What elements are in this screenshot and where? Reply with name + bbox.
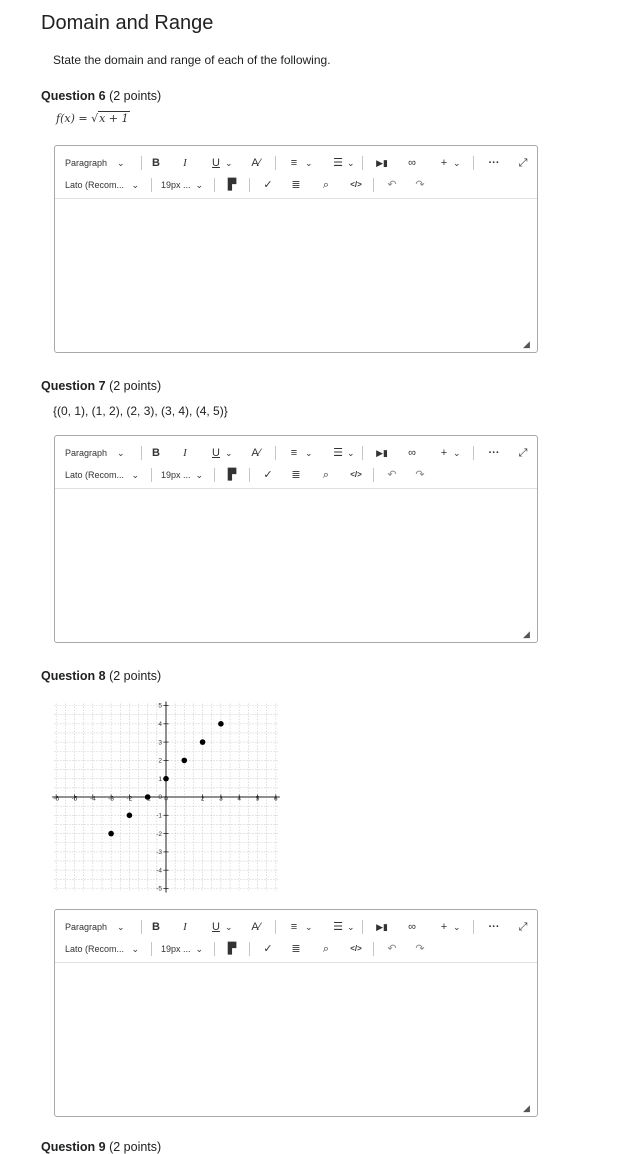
more-button[interactable]: ···: [488, 921, 500, 933]
italic-button[interactable]: I: [183, 447, 187, 459]
question-6-editor[interactable]: [54, 145, 538, 353]
align-icon[interactable]: ≡: [290, 921, 298, 933]
paragraph-select[interactable]: Paragraph ⌄: [65, 448, 125, 458]
chevron-down-icon[interactable]: ⌄: [453, 158, 461, 168]
bold-button[interactable]: B: [152, 157, 160, 169]
chevron-down-icon[interactable]: ⌄: [453, 922, 461, 932]
format-painter-icon[interactable]: ▛: [227, 179, 237, 191]
paragraph-select[interactable]: Paragraph ⌄: [65, 158, 125, 168]
equation-icon[interactable]: ≣: [291, 469, 301, 481]
source-code-icon[interactable]: </>: [350, 180, 362, 189]
insert-button[interactable]: +: [440, 447, 448, 459]
link-icon[interactable]: ∞: [408, 921, 416, 933]
link-icon[interactable]: ∞: [408, 157, 416, 169]
answer-text-area[interactable]: [65, 970, 527, 1104]
preview-icon[interactable]: ⌕: [322, 179, 330, 191]
question-6-header: [41, 89, 161, 103]
answer-text-area[interactable]: [65, 206, 527, 340]
editor-toolbar: [55, 436, 537, 489]
data-point: [127, 813, 133, 819]
redo-icon[interactable]: ↷: [415, 943, 425, 955]
data-point: [218, 721, 224, 727]
question-8-points: (2 points): [109, 669, 162, 683]
question-9-points: (2 points): [109, 1140, 162, 1154]
x-tick-label: -3: [108, 795, 114, 803]
chevron-down-icon[interactable]: ⌄: [225, 158, 233, 168]
format-painter-icon[interactable]: ▛: [227, 943, 237, 955]
y-tick-label: 3: [158, 739, 162, 747]
equation-icon[interactable]: ≣: [291, 179, 301, 191]
list-icon[interactable]: ☰: [333, 921, 343, 933]
data-point: [163, 776, 169, 782]
instructions: State the domain and range of each of the following.: [53, 53, 331, 67]
question-7-points: (2 points): [109, 379, 162, 393]
question-7-header: [41, 379, 161, 393]
question-7-editor[interactable]: [54, 435, 538, 643]
x-tick-label: 0: [164, 795, 168, 803]
data-point: [200, 739, 206, 745]
formula-left: f(x) =: [56, 112, 92, 125]
x-tick-label: -4: [89, 795, 96, 803]
question-8-editor[interactable]: [54, 909, 538, 1117]
chevron-down-icon[interactable]: ⌄: [453, 448, 461, 458]
spellcheck-icon[interactable]: ✓: [263, 469, 273, 481]
x-tick-label: 2: [200, 795, 205, 803]
question-9-header: [41, 1140, 161, 1154]
question-6-points: (2 points): [109, 89, 162, 103]
resize-handle-icon[interactable]: ◢: [523, 629, 530, 639]
list-icon[interactable]: ☰: [333, 447, 343, 459]
undo-icon[interactable]: ↶: [387, 943, 397, 955]
x-tick-label: -5: [71, 795, 78, 803]
media-icon[interactable]: ▶▮: [376, 158, 388, 168]
align-icon[interactable]: ≡: [290, 157, 298, 169]
list-icon[interactable]: ☰: [333, 157, 343, 169]
align-icon[interactable]: ≡: [290, 447, 298, 459]
question-7-text: {(0, 1), (1, 2), (2, 3), (3, 4), (4, 5)}: [53, 404, 228, 418]
y-tick-label: 1: [158, 775, 162, 783]
italic-button[interactable]: I: [183, 921, 187, 933]
x-tick-label: 5: [255, 795, 260, 803]
x-tick-label: 3: [219, 795, 223, 803]
data-point: [182, 758, 188, 764]
redo-icon[interactable]: ↷: [415, 469, 425, 481]
text-color-icon[interactable]: A⁄: [251, 921, 261, 933]
fullscreen-icon[interactable]: ⤢: [518, 447, 528, 459]
text-color-icon[interactable]: A⁄: [251, 157, 261, 169]
italic-button[interactable]: I: [183, 157, 187, 169]
chevron-down-icon[interactable]: ⌄: [225, 448, 233, 458]
fullscreen-icon[interactable]: ⤢: [518, 157, 528, 169]
font-select[interactable]: Lato (Recom... ⌄: [65, 944, 140, 954]
data-point: [145, 794, 151, 800]
underline-button[interactable]: U: [212, 921, 220, 933]
y-tick-label: -4: [156, 867, 162, 875]
sqrt-symbol: √: [91, 112, 99, 125]
underline-button[interactable]: U: [212, 447, 220, 459]
y-tick-label: -3: [156, 849, 162, 857]
font-size-select[interactable]: 19px ... ⌄: [161, 180, 204, 190]
more-button[interactable]: ···: [488, 447, 500, 459]
chevron-down-icon[interactable]: ⌄: [347, 922, 355, 932]
chevron-down-icon[interactable]: ⌄: [225, 922, 233, 932]
x-tick-label: -6: [53, 795, 60, 803]
page-title: Domain and Range: [41, 12, 214, 34]
question-8-label: Question 8: [41, 669, 106, 683]
question-7-label: Question 7: [41, 379, 106, 393]
preview-icon[interactable]: ⌕: [322, 469, 330, 481]
chevron-down-icon[interactable]: ⌄: [305, 158, 313, 168]
insert-button[interactable]: +: [440, 921, 448, 933]
y-tick-label: 2: [158, 757, 162, 765]
chevron-down-icon[interactable]: ⌄: [347, 158, 355, 168]
chevron-down-icon[interactable]: ⌄: [305, 448, 313, 458]
y-tick-label: 4: [158, 721, 162, 728]
resize-handle-icon[interactable]: ◢: [523, 339, 530, 349]
chevron-down-icon[interactable]: ⌄: [305, 922, 313, 932]
media-icon[interactable]: ▶▮: [376, 922, 388, 932]
undo-icon[interactable]: ↶: [387, 469, 397, 481]
question-8-header: [41, 669, 161, 683]
question-6-label: Question 6: [41, 89, 106, 103]
link-icon[interactable]: ∞: [408, 447, 416, 459]
more-button[interactable]: ···: [488, 157, 500, 169]
media-icon[interactable]: ▶▮: [376, 448, 388, 458]
question-8-graph: [53, 697, 278, 893]
insert-button[interactable]: +: [440, 157, 448, 169]
font-select[interactable]: Lato (Recom... ⌄: [65, 470, 140, 480]
question-6-formula: [56, 112, 130, 125]
paragraph-select[interactable]: Paragraph ⌄: [65, 922, 125, 932]
fullscreen-icon[interactable]: ⤢: [518, 921, 528, 933]
format-painter-icon[interactable]: ▛: [227, 469, 237, 481]
spellcheck-icon[interactable]: ✓: [263, 179, 273, 191]
undo-icon[interactable]: ↶: [387, 179, 397, 191]
editor-toolbar: [55, 146, 537, 199]
bold-button[interactable]: B: [152, 447, 160, 459]
source-code-icon[interactable]: </>: [350, 944, 362, 953]
font-size-select[interactable]: 19px ... ⌄: [161, 944, 204, 954]
y-tick-label: 5: [158, 702, 162, 710]
y-tick-label: 0: [158, 794, 162, 802]
answer-text-area[interactable]: [65, 496, 527, 630]
y-tick-label: -1: [156, 812, 162, 820]
question-9-label: Question 9: [41, 1140, 106, 1154]
underline-button[interactable]: U: [212, 157, 220, 169]
y-tick-label: -5: [156, 885, 162, 893]
font-size-select[interactable]: 19px ... ⌄: [161, 470, 204, 480]
resize-handle-icon[interactable]: ◢: [523, 1103, 530, 1113]
data-point: [108, 831, 114, 837]
x-tick-label: -2: [126, 795, 133, 803]
source-code-icon[interactable]: </>: [350, 470, 362, 479]
bold-button[interactable]: B: [152, 921, 160, 933]
y-tick-label: -2: [156, 830, 162, 838]
spellcheck-icon[interactable]: ✓: [263, 943, 273, 955]
chevron-down-icon[interactable]: ⌄: [347, 448, 355, 458]
redo-icon[interactable]: ↷: [415, 179, 425, 191]
x-tick-label: 4: [237, 795, 242, 803]
formula-radicand: x + 1: [99, 112, 129, 125]
preview-icon[interactable]: ⌕: [322, 943, 330, 955]
text-color-icon[interactable]: A⁄: [251, 447, 261, 459]
x-tick-label: 6: [273, 795, 278, 803]
font-select[interactable]: Lato (Recom... ⌄: [65, 180, 140, 190]
editor-toolbar: [55, 910, 537, 963]
equation-icon[interactable]: ≣: [291, 943, 301, 955]
